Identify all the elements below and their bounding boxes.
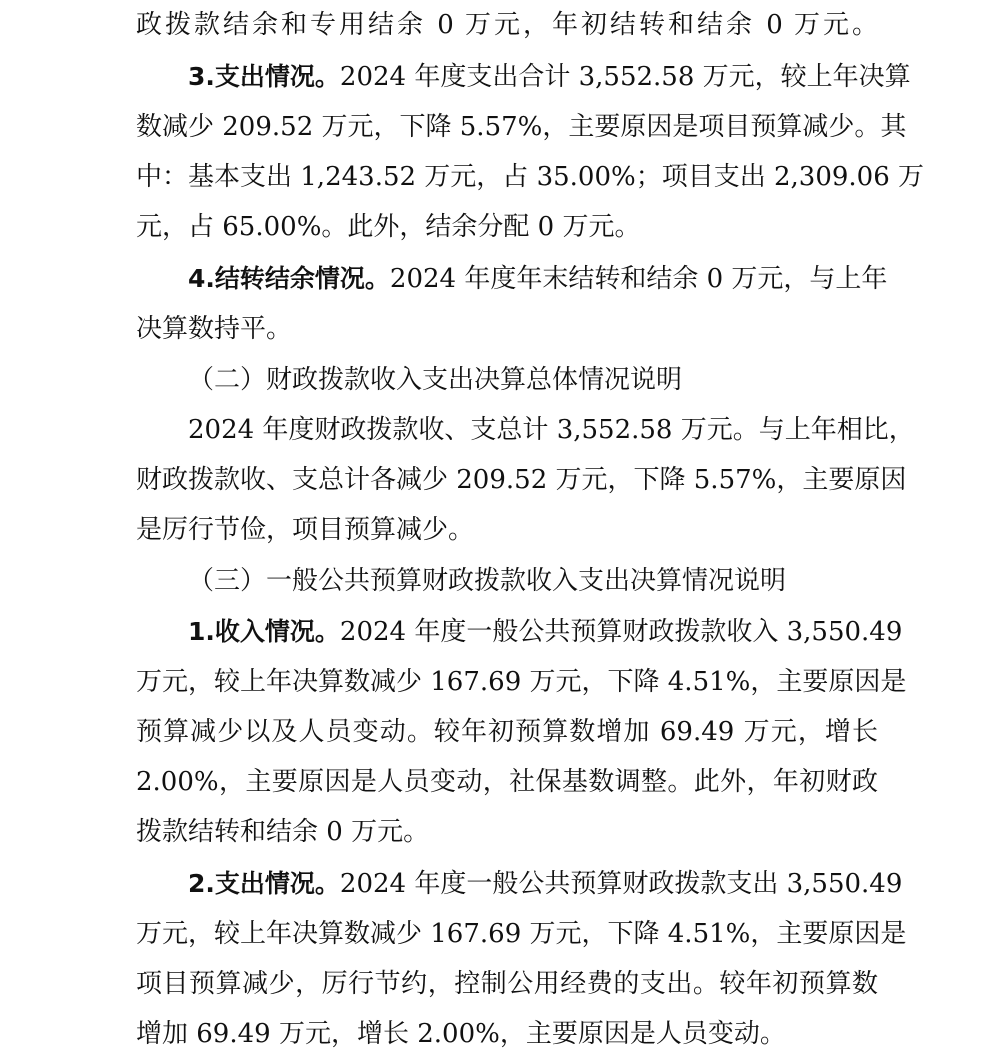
- paragraph-line: 项目预算减少，厉行节约，控制公用经费的支出。较年初预算数: [136, 969, 878, 999]
- paragraph-line: 元，占 65.00%。此外，结余分配 0 万元。: [136, 212, 641, 242]
- paragraph-line: 2.00%，主要原因是人员变动，社保基数调整。此外，年初财政: [136, 767, 878, 797]
- paragraph-line: 拨款结转和结余 0 万元。: [136, 817, 430, 847]
- paragraph-line: 增加 69.49 万元，增长 2.00%，主要原因是人员变动。: [136, 1019, 786, 1049]
- paragraph-line: 2.支出情况。2024 年度一般公共预算财政拨款支出 3,550.49: [188, 869, 903, 899]
- paragraph-line: 政拨款结余和专用结余 0 万元，年初结转和结余 0 万元。: [136, 10, 878, 40]
- paragraph-line: 预算减少以及人员变动。较年初预算数增加 69.49 万元，增长: [136, 717, 878, 747]
- paragraph-line: 中：基本支出 1,243.52 万元，占 35.00%；项目支出 2,309.06 万: [136, 162, 925, 192]
- paragraph-line: 3.支出情况。2024 年度支出合计 3,552.58 万元，较上年决算: [188, 62, 911, 92]
- subsection-title: （二）财政拨款收入支出决算总体情况说明: [188, 365, 683, 395]
- paragraph-line: 1.收入情况。2024 年度一般公共预算财政拨款收入 3,550.49: [188, 617, 903, 647]
- paragraph-line: 是厉行节俭，项目预算减少。: [136, 515, 475, 545]
- paragraph-line: 决算数持平。: [136, 314, 293, 344]
- paragraph-line: 万元，较上年决算数减少 167.69 万元，下降 4.51%，主要原因是: [136, 667, 907, 697]
- paragraph-line: 2024 年度财政拨款收、支总计 3,552.58 万元。与上年相比，: [188, 415, 915, 445]
- section-heading: 3.支出情况。: [188, 62, 340, 91]
- section-heading: 1.收入情况。: [188, 617, 340, 646]
- paragraph-line: 4.结转结余情况。2024 年度年末结转和结余 0 万元，与上年: [188, 264, 888, 294]
- paragraph-line: 数减少 209.52 万元，下降 5.57%，主要原因是项目预算减少。其: [136, 112, 907, 142]
- paragraph-line: 财政拨款收、支总计各减少 209.52 万元，下降 5.57%，主要原因: [136, 465, 907, 495]
- section-heading: 4.结转结余情况。: [188, 264, 390, 293]
- section-heading: 2.支出情况。: [188, 869, 340, 898]
- subsection-title: （三）一般公共预算财政拨款收入支出决算情况说明: [188, 566, 787, 596]
- paragraph-line: 万元，较上年决算数减少 167.69 万元，下降 4.51%，主要原因是: [136, 919, 907, 949]
